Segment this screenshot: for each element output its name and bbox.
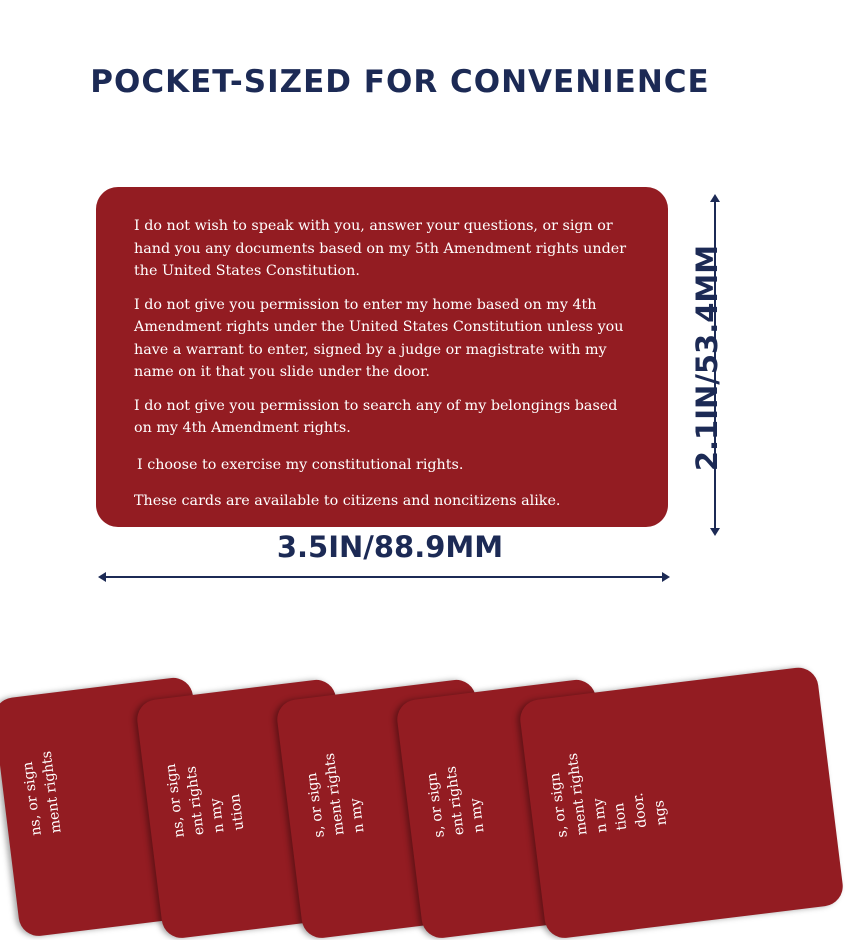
card-text [134,215,639,524]
card-paragraph-exercise-rights: I choose to exercise my constitutional rights. [137,456,464,473]
stacked-card-text: s, or sign ent rights n my [423,765,488,839]
width-dimension-label: 3.5IN/88.9MM [276,530,504,564]
stacked-card-text: ns, or sign ment rights [19,750,65,837]
width-dimension-arrow [100,576,668,578]
stacked-card-text: s, or sign ment rights n my tion door. ngs [546,752,671,839]
card-paragraph-availability: These cards are available to citizens and noncitizens alike. [134,493,561,509]
stacked-card-5 [518,665,845,940]
height-dimension-label: 2.1IN/53.4MM [690,244,724,472]
stacked-card-text: ns, or sign ent rights n my ution [162,762,248,839]
rights-card [96,187,668,527]
stacked-card-text: s, or sign ment rights n my [303,752,368,839]
card-stack [0,660,800,839]
card-paragraph-5th-amendment: I do not wish to speak with you, answer your questions, or sign or hand you any documents based on my 5th Amendment rights under the United States Constitution. [134,218,627,279]
card-paragraph-home-entry: I do not give you permission to enter my home based on my 4th Amendment rights under the United States Constitution unless you have a warrant to enter, signed by a judge or magistrate with my name on it that you slide under the door. [134,296,624,380]
page-headline: POCKET-SIZED FOR CONVENIENCE [90,64,710,100]
card-paragraph-search: I do not give you permission to search any of my belongings based on my 4th Amendment rights. [134,397,618,436]
